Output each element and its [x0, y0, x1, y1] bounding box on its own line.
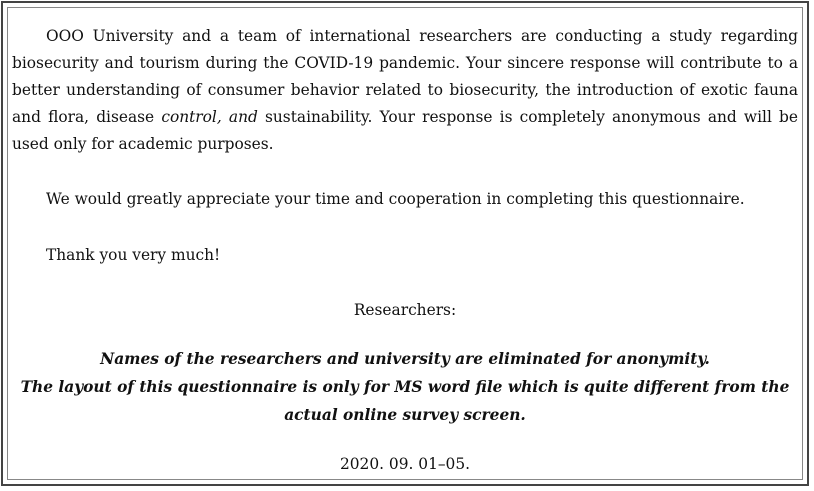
note-line-2: The layout of this questionnaire is only for MS word file which is quite different from the actual online survey screen. [20, 378, 790, 424]
thanks-paragraph: Thank you very much! [46, 246, 221, 264]
intro-paragraph [12, 23, 798, 158]
survey-date: 2020. 09. 01–05. [339, 455, 471, 473]
intro-text-part1: OOO University and a team of international researchers are conducting a study regarding biosecurity and tourism during the COVID-19 pandemic. Your sincere response will contribute to a better understanding of consumer behavior related to biosecurity, the introduction of exotic fauna and flora, disease [12, 27, 798, 126]
intro-text-part2: sustainability. Your response is completely anonymous and will be used only for academic purposes. [12, 108, 798, 153]
appreciation-paragraph: We would greatly appreciate your time and cooperation in completing this questionnaire. [46, 190, 745, 208]
note-line-1: Names of the researchers and university are eliminated for anonymity. [100, 350, 710, 368]
researchers-label: Researchers: [353, 301, 457, 319]
anonymity-notes [10, 345, 800, 429]
intro-text-italic: control, and [161, 108, 258, 126]
